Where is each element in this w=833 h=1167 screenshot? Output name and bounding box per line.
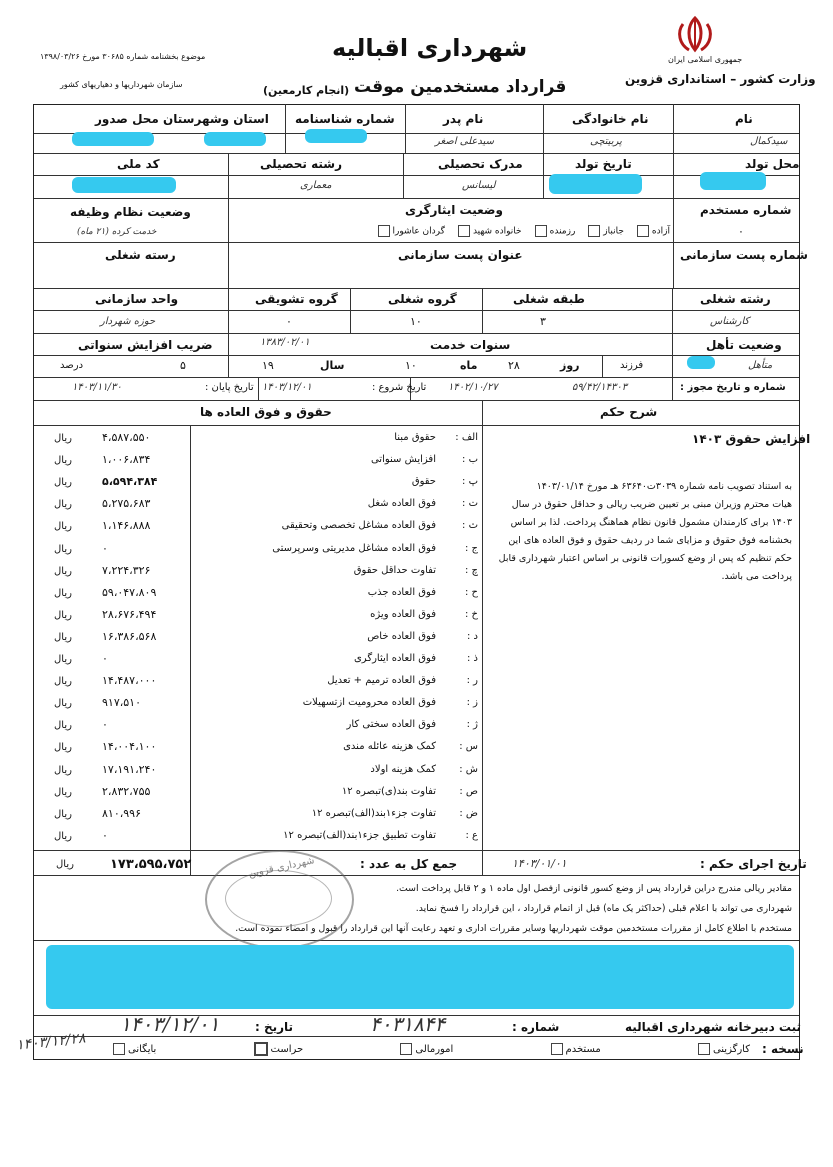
salary-row-value: ۱۴،۰۰۴،۱۰۰ [102,740,157,754]
isar-option-shahid-family[interactable]: خانواده شهید [455,225,522,237]
job-field-label: رشته شغلی [700,292,771,306]
order-text [487,478,792,586]
birthdate-label: تاریخ تولد [575,157,632,171]
copy-option-employee[interactable]: مستخدم [548,1043,601,1055]
salary-row-code: پ : [462,476,478,488]
salary-row-label: تفاوت تطبیق جزء۱بند(الف)تبصره ۱۲ [283,829,436,841]
family-value: پربیتچی [590,136,622,147]
salary-row-currency: ریال [54,565,72,577]
isar-options [270,223,670,239]
salary-row [34,450,482,472]
salary-row-value: ۷،۲۲۴،۳۲۶ [102,563,151,577]
raise-label: ضریب افزایش سنواتی [78,338,213,352]
salary-row-label: کمک هزینه عائله مندی [343,741,436,753]
raise-value: ۵ [180,359,186,372]
service-years-label: سال [320,359,345,372]
province-redacted-1 [204,132,266,146]
salary-row-code: ض : [459,807,478,819]
salary-row-value: ۱۷،۱۹۱،۲۴۰ [102,762,157,776]
salary-row-code: ح : [464,586,478,598]
service-months-label: ماه [460,359,478,372]
father-label: نام پدر [443,112,484,126]
salary-row [34,737,482,759]
salary-row-label: فوق العاده جذب [367,586,436,598]
birthdate-redacted [549,174,642,194]
checkbox-icon [400,1043,412,1055]
birthplace-label: محل تولد [745,157,800,171]
salary-row [34,583,482,605]
salary-row-label: افزایش سنواتی [370,454,436,466]
copy-option-finance[interactable]: امورمالی [397,1043,453,1055]
salary-row-value: ۰ [102,652,108,665]
execution-value: ۱۴۰۳/۰۱/۰۱ [512,857,567,870]
salary-row-label: فوق العاده ترمیم + تعدیل [327,675,436,687]
family-label: نام خانوادگی [572,112,649,126]
checkbox-icon [113,1043,125,1055]
salary-row-code: الف : [455,432,478,443]
isar-label: وضعیت ایثارگری [405,203,503,217]
checkbox-icon [378,225,390,237]
salary-row-value: ۸۱۰،۹۹۶ [102,806,141,820]
salary-row-code: ج : [464,542,478,554]
stamp-text: شهرداری قزوین [247,855,316,880]
contract-subtitle: قرارداد مستخدمین موقت [354,77,567,97]
salary-row-currency: ریال [54,654,72,665]
salary-row-currency: ریال [54,676,72,688]
children-redacted [687,356,715,369]
id-number-redacted [305,129,367,143]
order-line: به استناد تصویب نامه شماره ۳۰۳۹ت۶۳۶۴۰ هـ مورخ ۱۴۰۳/۰۱/۱۴ [536,481,792,492]
copy-label: نسخه : [762,1042,804,1056]
service-months: ۱۰ [405,359,417,372]
subtitle-note: (انجام کارمعین) [263,84,350,97]
salary-row-label: فوق العاده محرومیت ازتسهیلات [302,697,436,709]
execution-label: تاریخ اجرای حکم : [700,857,807,871]
note-line: مقادیر ریالی مندرج دراین قرارداد پس از وضع کسور قانونی ازفصل اول ماده ۱ و ۲ قابل پرداخت است. [396,883,792,894]
salary-row-currency: ریال [54,455,72,467]
job-series-label: رسته شغلی [105,248,176,262]
note-line: مستخدم با اطلاع کامل از مقررات مستخدمین موقت شهرداریها وسایر مقررات اداری و تعهد رعایت آنها این قرارداد را قبول و امضاء نموده است. [235,923,792,934]
salary-row [34,804,482,826]
national-id-label: کد ملی [117,157,160,171]
secretariat-label: ثبت دبیرخانه شهرداری اقبالیه [625,1020,802,1034]
emp-no-label: شماره مستخدم [700,203,792,217]
salary-row-label: حقوق مبنا [394,432,436,443]
service-date: ۱۳۸۳/۰۲/۰۱ [260,337,310,348]
permit-number: ۵۹/۴۲/۱۴۳۰۳ [572,382,628,393]
salary-row-currency: ریال [54,433,72,444]
emblem-icon [665,14,725,54]
order-line: هیات محترم وزیران مبنی بر تعیین ضریب ریالی و حداقل حقوق در سال [511,499,792,510]
salary-row [34,561,482,583]
salary-row-value: ۲۸،۶۷۶،۴۹۴ [102,607,157,621]
salary-row-code: ب : [462,454,478,466]
isar-option-razmandeh[interactable]: رزمنده [532,225,576,237]
salary-row-code: ث : [462,520,478,532]
checkbox-icon [698,1043,710,1055]
checkbox-icon [637,225,649,237]
raise-unit: درصد [60,360,84,371]
salary-row-code: د : [466,630,478,642]
salary-row-currency: ریال [54,521,72,533]
order-line: ۱۴۰۳ برای کارمندان مشمول قانون نظام هماهنگ پرداخت. لذا بر اساس [510,517,792,528]
salary-row-currency: ریال [54,742,72,754]
salary-row-value: ۲،۸۳۲،۷۵۵ [102,784,151,798]
degree-label: مدرک تحصیلی [438,157,523,171]
footer-number-value: ۴۰۳۱۸۴۴ [370,1012,446,1036]
salary-row-value: ۰ [102,828,108,842]
salary-row [34,760,482,782]
job-class-label: طبقه شغلی [513,292,585,306]
footer-date-value: ۱۴۰۳/۱۲/۰۱ [120,1012,220,1036]
circular-note: موضوع بخشنامه شماره ۳۰۶۸۵ مورخ ۱۳۹۸/۰۳/۲۶ [40,52,206,61]
salary-row-currency: ریال [54,698,72,710]
service-label: سنوات خدمت [430,338,511,352]
salary-row [34,605,482,627]
salary-row-value: ۱،۰۰۶،۸۳۴ [102,453,151,467]
salary-row-label: فوق العاده سختی کار [346,719,436,731]
note-line: شهرداری می تواند با اعلام قبلی (حداکثر یک ماه) قبل از اتمام قرارداد ، این قرارداد را فسخ نماید. [415,903,792,914]
salary-row-value: ۱۴،۴۸۷،۰۰۰ [102,674,157,688]
end-label: تاریخ پایان : [205,382,254,393]
checkbox-icon [551,1043,563,1055]
salary-row-currency: ریال [54,808,72,820]
footer-number-label: شماره : [512,1020,560,1034]
unit-value: حوزه شهردار [100,316,156,327]
job-group-label: گروه شغلی [388,292,457,306]
salary-row [34,472,482,494]
total-value: ۱۷۳،۵۹۵،۷۵۲ [110,857,192,872]
start-label: تاریخ شروع : [372,382,427,393]
salary-row-value: ۵،۵۹۴،۳۸۴ [102,475,158,489]
org-note: سازمان شهرداریها و دهیاریهای کشور [60,80,183,89]
post-no-label: شماره پست سازمانی [680,248,808,262]
checkbox-icon [535,225,547,237]
footer-date-label: تاریخ : [255,1020,294,1034]
salary-row-currency: ریال [54,764,72,776]
salary-row-label: فوق العاده مشاغل مدیریتی وسرپرستی [272,542,436,554]
name-value: سیدکمال [750,136,788,147]
salary-row-value: ۴،۵۸۷،۵۵۰ [102,431,151,444]
national-id-redacted [72,177,176,193]
salary-row-value: ۱۶،۳۸۶،۵۶۸ [102,629,157,643]
page-title: شهرداری اقبالیه [332,34,528,62]
copy-option-personnel[interactable]: کارگزینی [695,1043,750,1055]
salary-row-currency: ریال [54,477,72,489]
salary-row-code: ص : [459,785,478,797]
isar-option-janbaz[interactable]: جانباز [585,225,624,237]
salary-row-code: ع : [465,829,478,841]
permit-label: شماره و تاریخ مجوز : [680,382,786,393]
name-label: نام [735,112,753,126]
salary-row-label: فوق العاده مشاغل تخصصی وتحقیقی [281,520,436,532]
signature-redacted [46,945,794,1009]
end-value: ۱۴۰۳/۱۱/۳۰ [72,382,122,393]
degree-value: لیسانس [462,180,496,191]
marital-label: وضعیت تأهل [706,338,782,352]
father-value: سیدعلی اصغر [435,136,495,147]
salary-row-value: ۵،۲۷۵،۶۸۳ [102,497,151,511]
salary-row [34,494,482,516]
salary-row-code: چ : [464,564,478,576]
salary-row-currency: ریال [54,609,72,621]
isar-option-azadeh[interactable]: آزاده [634,225,670,237]
marital-value: متأهل [748,360,773,371]
isar-option-ashura[interactable]: گردان عاشورا [375,225,445,237]
service-days: ۲۸ [508,359,520,372]
salary-row-code: ژ : [466,719,478,731]
military-value: خدمت کرده (۲۱ ماه) [77,227,157,237]
salary-row-value: ۹۱۷،۵۱۰ [102,696,141,710]
post-title-label: عنوان پست سازمانی [398,248,523,262]
children-label: فرزند [620,360,644,371]
salary-row-label: فوق العاده شغل [367,498,436,510]
job-field-value: کارشناس [710,316,750,327]
ministry-label: وزارت کشور – استانداری قزوین [625,72,816,86]
salary-row [34,539,482,561]
salary-row-currency: ریال [54,830,72,842]
province-label: استان وشهرستان محل صدور [95,112,269,126]
salary-row [34,649,482,671]
salary-row-currency: ریال [54,720,72,732]
order-heading: افزایش حقوق ۱۴۰۳ [692,432,811,446]
province-redacted-2 [72,132,154,146]
salary-row-value: ۱،۱۴۶،۸۸۸ [102,519,151,533]
salary-row-code: خ : [464,608,478,620]
id-label: شماره شناسنامه [295,112,395,126]
copy-options [110,1040,750,1058]
birthplace-redacted [700,172,766,190]
emp-no-value: ۰ [738,225,744,238]
salary-row-code: ز : [466,697,478,709]
total-label: جمع کل به عدد : [360,857,458,871]
job-class-value: ۳ [540,315,546,328]
salary-row-label: فوق العاده خاص [367,630,436,642]
salary-row [34,715,482,737]
military-label: وضعیت نظام وظیفه [70,205,191,219]
job-group-value: ۱۰ [410,315,422,328]
order-section-title: شرح حکم [600,405,658,419]
salary-row-code: ت : [462,498,478,510]
salary-row [34,671,482,693]
salary-row [34,782,482,804]
salary-row-label: تفاوت جزء۱بند(الف)تبصره ۱۲ [311,807,436,819]
salary-section-title: حقوق و فوق العاده ها [200,405,332,419]
salary-row-code: ذ : [466,653,478,664]
copy-option-archive[interactable]: بایگانی [110,1043,156,1055]
incentive-value: ۰ [286,315,292,328]
start-value: ۱۴۰۳/۱۲/۰۱ [262,382,312,393]
salary-row-label: تفاوت بند(ی)تبصره ۱۲ [341,785,436,797]
salary-row-currency: ریال [54,786,72,798]
salary-row-value: ۰ [102,718,108,732]
copy-option-security[interactable]: حراست [251,1042,304,1056]
checkbox-icon [588,225,600,237]
salary-row-value: ۵۹،۰۴۷،۸۰۹ [102,585,157,599]
checkbox-icon [254,1042,268,1056]
total-currency: ریال [56,859,74,870]
order-line: پرداخت می باشد. [721,571,792,582]
permit-date: ۱۴۰۲/۱۰/۲۷ [448,382,498,393]
salary-row [34,693,482,715]
salary-row [34,516,482,538]
field-label: رشته تحصیلی [260,157,342,171]
salary-row-label: فوق العاده ویژه [370,608,436,620]
notes [40,879,792,939]
salary-row-value: ۰ [102,541,108,555]
salary-row-label: حقوق [411,476,436,488]
order-line: حکم تنظیم که پس از وضع کسورات قانونی بر اساس اعتبار شهرداری قابل [498,553,792,564]
salary-row-label: کمک هزینه اولاد [370,763,436,775]
service-years: ۱۹ [262,359,274,372]
salary-row [34,627,482,649]
salary-row-label: تفاوت حداقل حقوق [353,564,436,576]
salary-row-currency: ریال [54,587,72,599]
salary-row [34,428,482,450]
salary-row-currency: ریال [54,631,72,643]
emblem-caption: جمهوری اسلامی ایران [668,55,743,64]
salary-row-code: س : [459,741,478,753]
order-line: بخشنامه فوق حقوق و مزایای شما در ردیف حقوق و فوق العاده های این [508,535,792,546]
salary-row-label: فوق العاده ایثارگری [353,653,436,664]
field-value: معماری [300,180,332,191]
salary-row [34,826,482,848]
checkbox-icon [458,225,470,237]
salary-row-currency: ریال [54,543,72,555]
margin-date: ۱۴۰۳/۱۲/۲۸ [15,1030,87,1054]
salary-row-code: ر : [466,675,478,687]
salary-row-code: ش : [459,763,478,775]
salary-row-currency: ریال [54,499,72,511]
incentive-label: گروه تشویقی [255,292,338,306]
unit-label: واحد سازمانی [95,292,179,306]
service-days-label: روز [560,359,580,372]
